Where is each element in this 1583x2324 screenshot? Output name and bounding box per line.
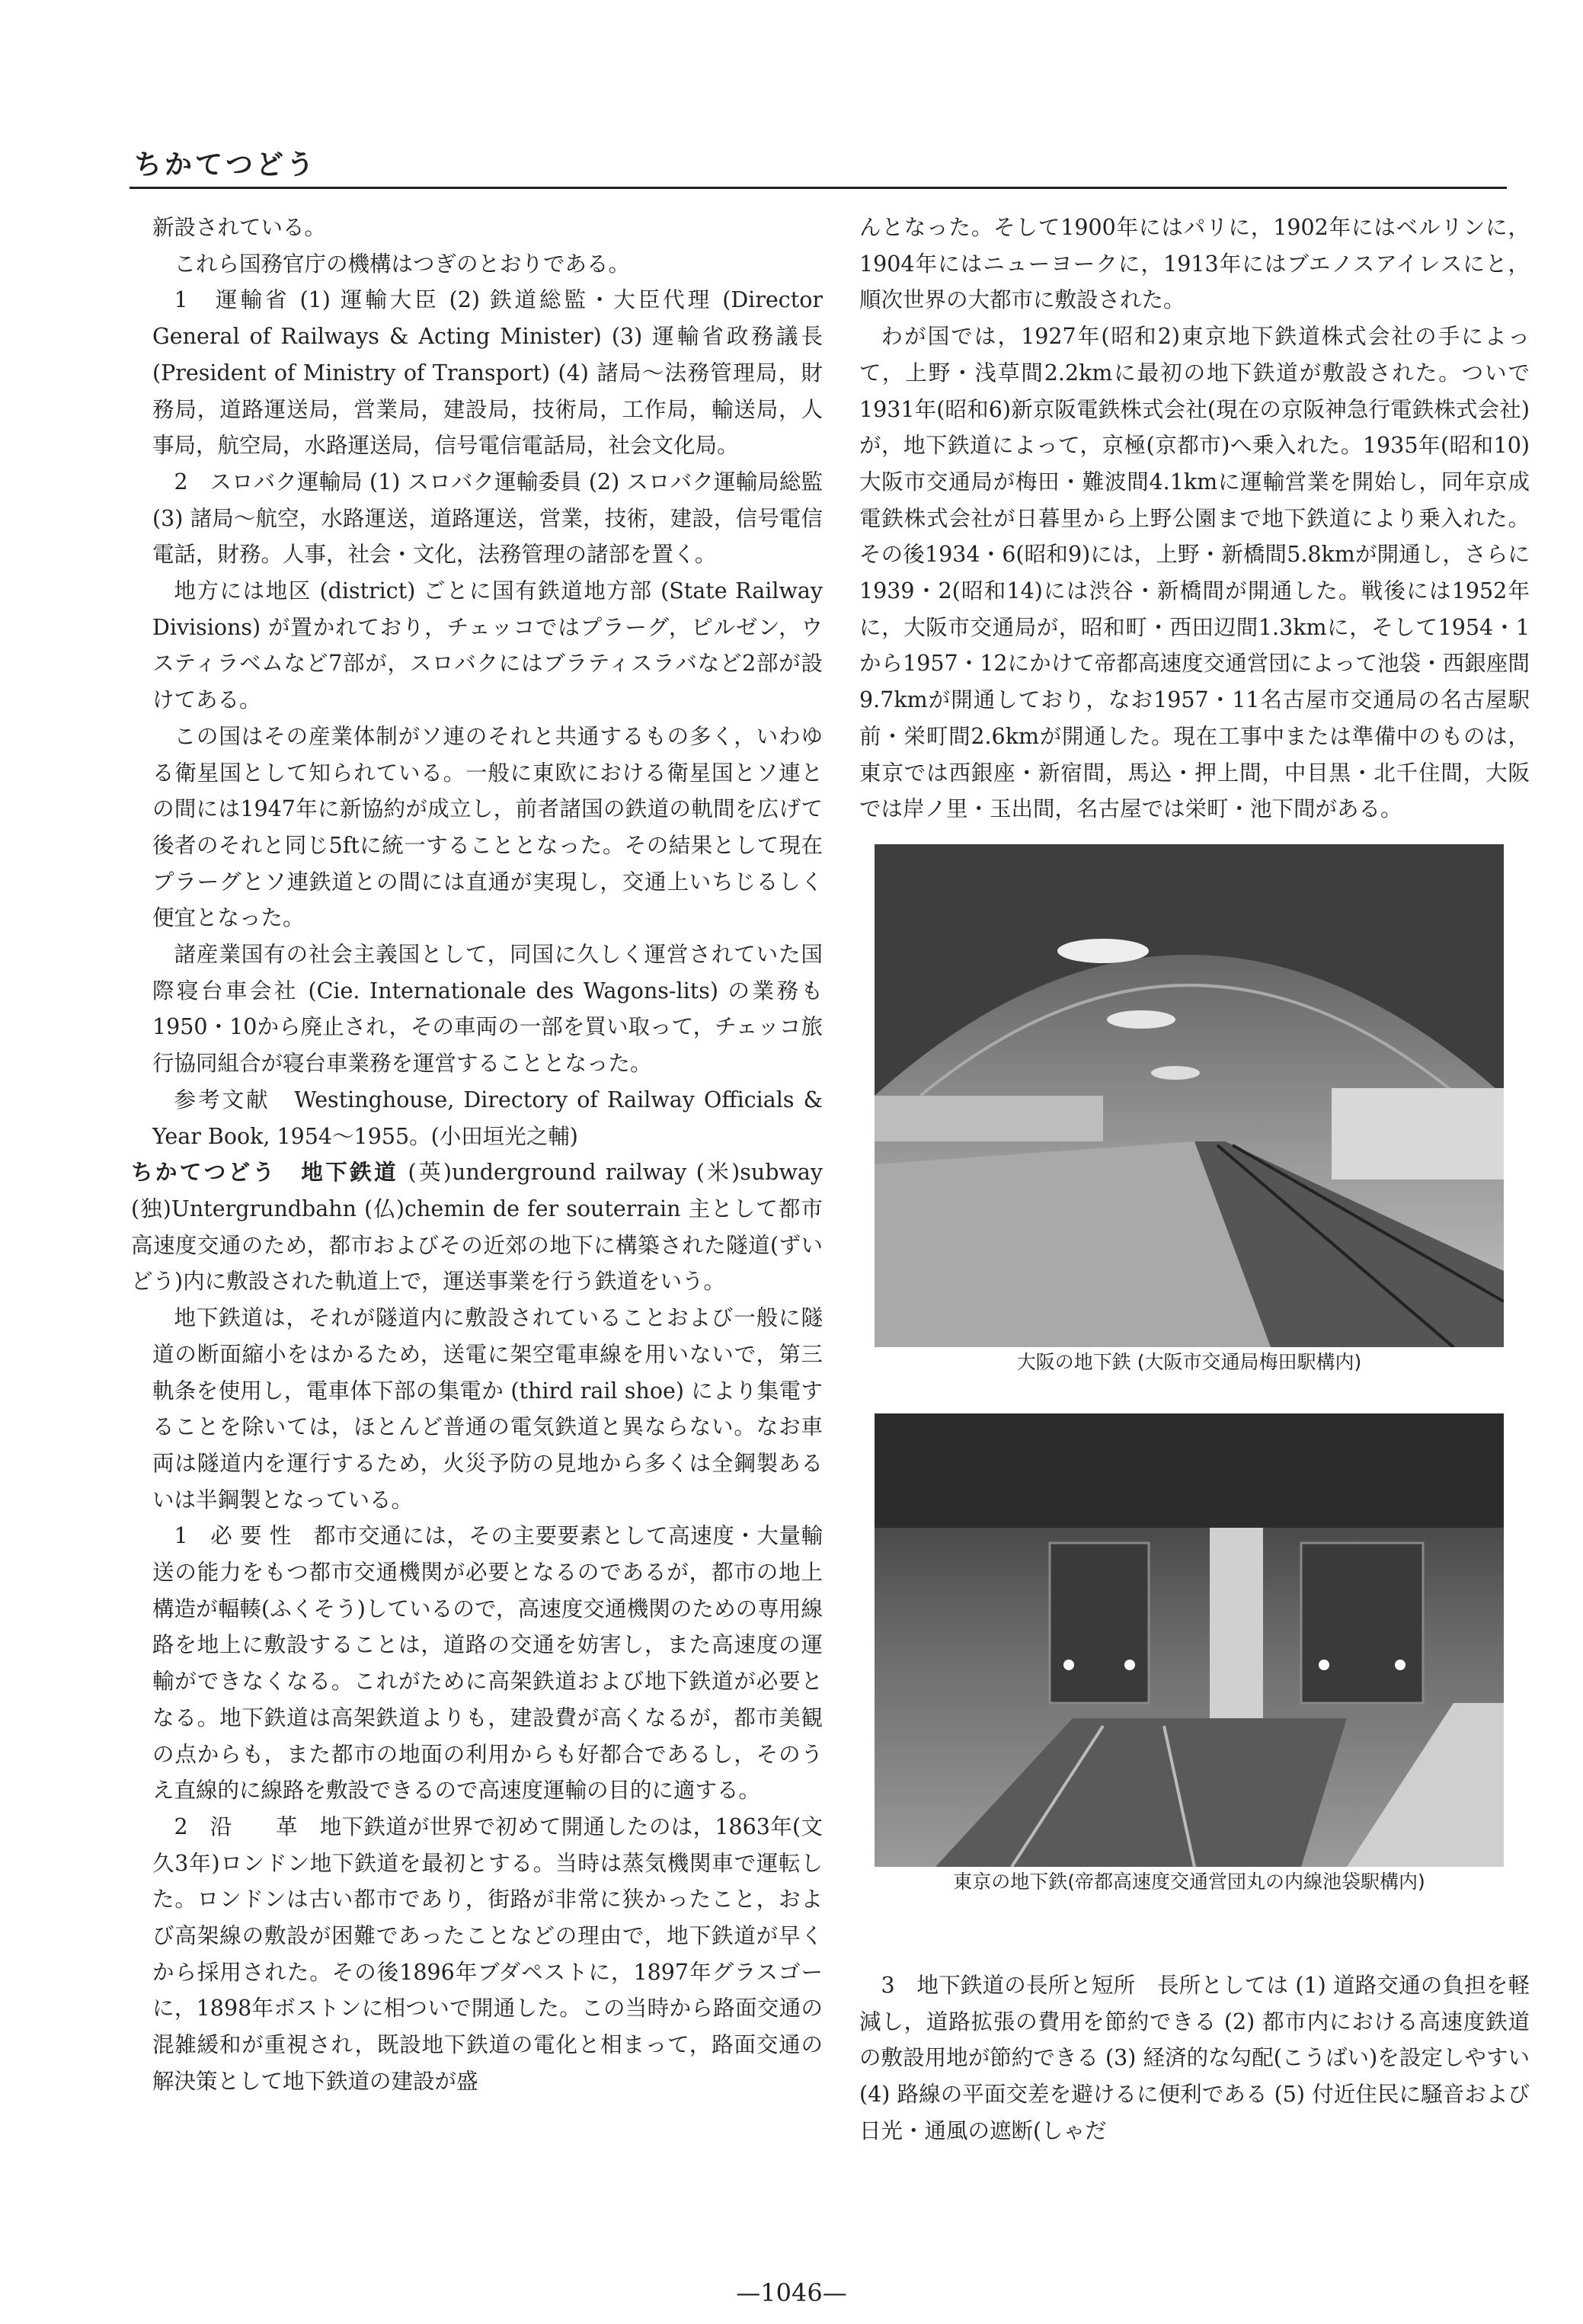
page-header-title: ちかてつどう	[134, 149, 318, 181]
entry-definition: (英)underground railway (米)subway (独)Untergrundbahn (仏)chemin de fer souterrain 主として都市高速度交通のため，都市およびその近郊の地下に構築された隧道(ずいどう)内に敷設された軌道上で，運送事業を行う鉄道をいう。	[131, 1160, 823, 1295]
left-column	[131, 210, 823, 2100]
tokyo-station-photo	[875, 1413, 1504, 1867]
figure-caption: 東京の地下鉄(帝都高速度交通営団丸の内線池袋駅構内)	[953, 1871, 1425, 1893]
osaka-station-illustration	[875, 844, 1504, 1347]
entry-headword: ちかてつどう 地下鉄道	[131, 1159, 398, 1186]
paragraph: 地下鉄道は，それが隧道内に敷設されていることおよび一般に隧道の断面縮小をはかるため，送電に架空電車線を用いないで，第三軌条を使用し，電車体下部の集電か (third rail shoe) により集電することを除いては，ほとんど普通の電気鉄道と異ならない。なお車両は隧道内を運行するため，火災予防の見地から多くは全鋼製あるいは半鋼製となっている。	[152, 1305, 823, 1513]
paragraph: 諸産業国有の社会主義国として，同国に久しく運営されていた国際寝台車会社 (Cie. Internationale des Wagons-lits) の業務も1950・10から廃止され，その車両の一部を買い取って，チェッコ旅行協同組合が寝台車業務を運営することとなった。	[152, 942, 823, 1077]
figure-osaka-subway	[875, 844, 1504, 1378]
paragraph: 参考文献 Westinghouse, Directory of Railway Officials & Year Book, 1954～1955。(小田垣光之輔)	[152, 1087, 823, 1149]
figure-tokyo-subway	[875, 1413, 1504, 1897]
paragraph: この国はその産業体制がソ連のそれと共通するもの多く，いわゆる衛星国として知られている。一般に東欧における衛星国とソ連との間には1947年に新協約が成立し，前者諸国の鉄道の軌間を広げて後者のそれと同じ5ftに統一することとなった。その結果として現在プラーグとソ連鉄道との間には直通が実現し，交通上いちじるしく便宜となった。	[152, 723, 823, 931]
paragraph: これら国務官庁の機構はつぎのとおりである。	[174, 251, 631, 277]
paragraph: わが国では，1927年(昭和2)東京地下鉄道株式会社の手によって，上野・浅草間2.2kmに最初の地下鉄道が敷設された。ついで1931年(昭和6)新京阪電鉄株式会社(現在の京阪神急行電鉄株式会社)が，地下鉄道によって，京極(京都市)へ乗入れた。1935年(昭和10)大阪市交通局が梅田・難波間4.1kmに運輸営業を開始し，同年京成電鉄株式会社が日暮里から上野公園まで地下鉄道により乗入れた。その後1934・6(昭和9)には，上野・新橋間5.8kmが開通し，さらに1939・2(昭和14)には渋谷・新橋間が開通した。戦後には1952年に，大阪市交通局が，昭和町・西田辺間1.3kmに，そして1954・1から1957・12にかけて帝都高速度交通営団によって池袋・西銀座間9.7kmが開通しており，なお1957・11名古屋市交通局の名古屋駅前・栄町間2.6kmが開通した。現在工事中または準備中のものは，東京では西銀座・新宿間，馬込・押上間，中目黒・北千住間，大阪では岸ノ里・玉出間，名古屋では栄町・池下間がある。	[859, 324, 1530, 822]
paragraph: 3 地下鉄道の長所と短所 長所としては (1) 道路交通の負担を軽減し，道路拡張の費用を節約できる (2) 都市内における高速度鉄道の敷設用地が節約できる (3) 経済的な勾配(こうばい)を設定しやすい (4) 路線の平面交差を避けるに便利である (5) 付近住民に騒音および日光・通風の遮断(しゃだ	[859, 1973, 1530, 2143]
osaka-station-photo	[875, 844, 1504, 1347]
entry-paragraph	[131, 1154, 823, 1300]
header-rule	[130, 187, 1507, 189]
paragraph: んとなった。そして1900年にはパリに，1902年にはベルリンに，1904年にはニューヨークに，1913年にはブエノスアイレスにと，順次世界の大都市に敷設された。	[859, 215, 1530, 313]
tokyo-station-illustration	[875, 1413, 1504, 1867]
right-column-top	[859, 210, 1530, 827]
paragraph: 2 沿 革 地下鉄道が世界で初めて開通したのは，1863年(文久3年)ロンドン地下鉄道を最初とする。当時は蒸気機関車で運転した。ロンドンは古い都市であり，街路が非常に狭かったこと，および高架線の敷設が困難であったことなどの理由で，地下鉄道が早くから採用された。その後1896年ブダペストに，1897年グラスゴーに，1898年ボストンに相ついで開通した。この当時から路面交通の混雑緩和が重視され，既設地下鉄道の電化と相まって，路面交通の解決策として地下鉄道の建設が盛	[152, 1813, 823, 2094]
paragraph: 1 必 要 性 都市交通には，その主要要素として高速度・大量輸送の能力をもつ都市交通機関が必要となるのであるが，都市の地上構造が輻輳(ふくそう)しているので，高速度交通機関のための専用線路を地上に敷設することは，道路の交通を妨害し，また高速度の運輸ができなくなる。これがために高架鉄道および地下鉄道が必要となる。地下鉄道は高架鉄道よりも，建設費が高くなるが，都市美観の点からも，また都市の地面の利用からも好都合であるし，そのうえ直線的に線路を敷設できるので高速度運輸の目的に適する。	[152, 1523, 823, 1804]
figure-caption: 大阪の地下鉄 (大阪市交通局梅田駅構内)	[1016, 1351, 1362, 1373]
paragraph: 2 スロバク運輸局 (1) スロバク運輸委員 (2) スロバク運輸局総監 (3) 諸局～航空，水路運送，道路運送，営業，技術，建設，信号電信電話，財務。人事，社会・文化，法務管理の諸部を置く。	[152, 469, 823, 568]
right-column-bottom	[859, 1967, 1530, 2150]
paragraph: 地方には地区 (district) ごとに国有鉄道地方部 (State Railway Divisions) が置かれており，チェッコではプラーグ，ピルゼン，ウスティラベムなど7部が，スロバクにはブラティスラバなど2部が設けてある。	[152, 578, 823, 713]
page-number: —1046—	[736, 2278, 847, 2307]
paragraph: 新設されている。	[152, 215, 327, 240]
paragraph: 1 運輸省 (1) 運輸大臣 (2) 鉄道総監・大臣代理 (Director General of Railways & Acting Minister) (3) 運輸省政務議長(President of Ministry of Transport) (4) 諸局～法務管理局，財務局，道路運送局，営業局，建設局，技術局，工作局，輸送局，人事局，航空局，水路運送局，信号電信電話局，社会文化局。	[152, 287, 823, 459]
